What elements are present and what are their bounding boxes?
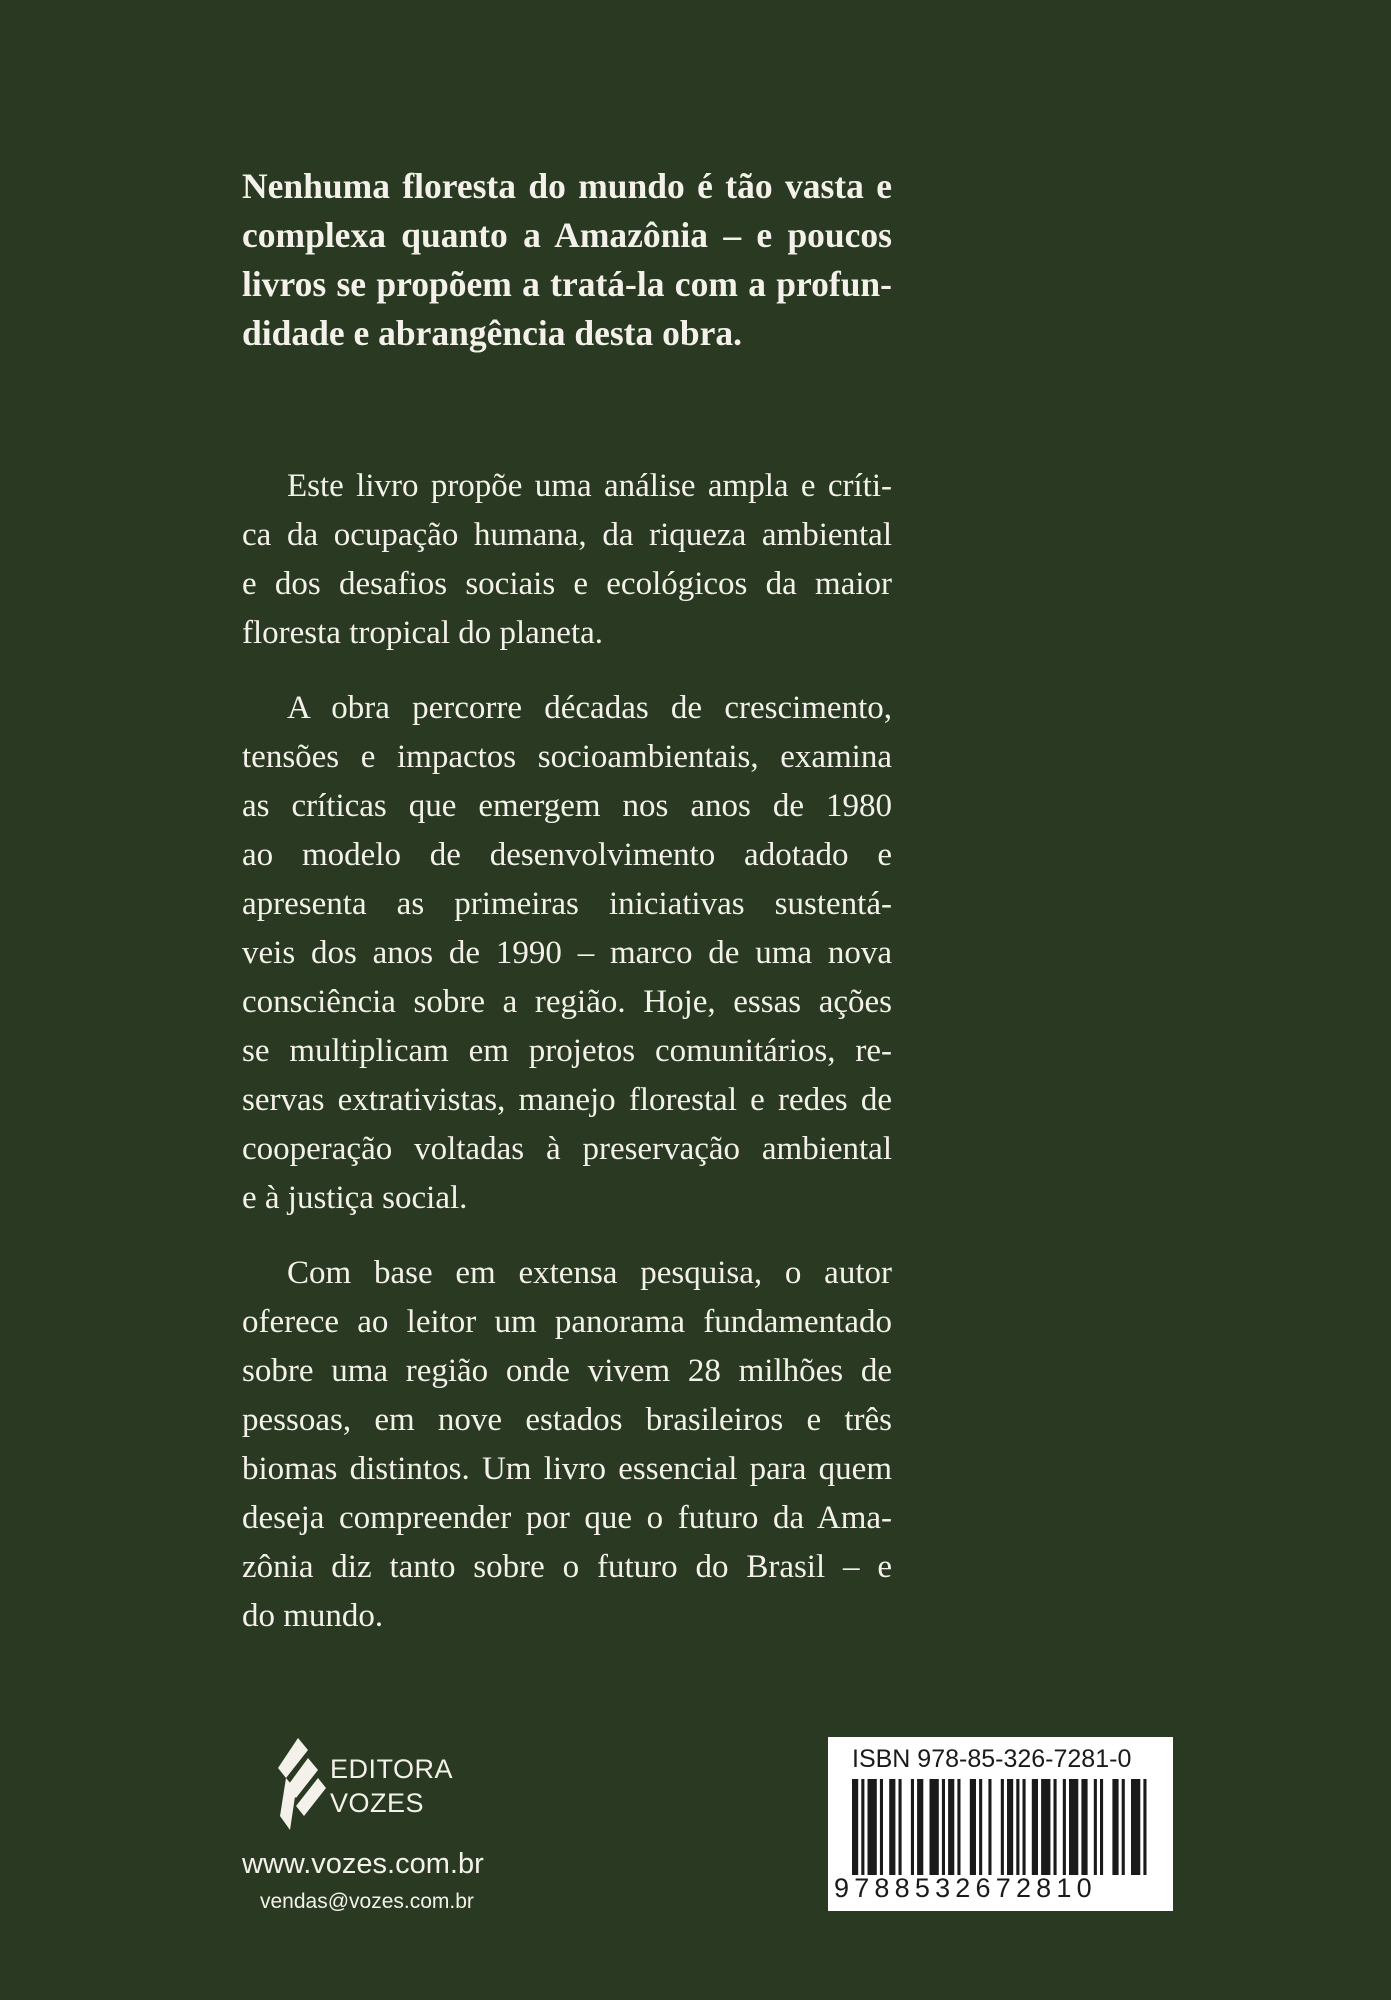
barcode-bar <box>988 1779 991 1875</box>
barcode-bar <box>1041 1779 1050 1875</box>
barcode-bar <box>948 1779 954 1875</box>
barcode-bar <box>1131 1779 1140 1875</box>
publisher-website[interactable]: www.vozes.com.br <box>242 1848 484 1880</box>
barcode-bars <box>850 1779 1150 1875</box>
body-paragraph-1 <box>242 462 892 658</box>
barcode-bar <box>1143 1779 1146 1875</box>
barcode-bar <box>852 1779 858 1875</box>
publisher-name-line-2: VOZES <box>330 1788 425 1818</box>
body-line: consciência sobre a região. Hoje, essas ações <box>242 984 892 1020</box>
barcode-bar <box>1001 1779 1004 1875</box>
barcode-bar <box>1112 1779 1118 1875</box>
body-text <box>242 462 892 1641</box>
lead-line: Nenhuma floresta do mundo é tão vasta e <box>242 166 892 206</box>
barcode-digits: 9788532672810 <box>834 1873 1097 1903</box>
body-line: ca da ocupação humana, da riqueza ambiental <box>242 517 892 553</box>
body-line: pessoas, em nove estados brasileiros e três <box>242 1402 892 1438</box>
barcode-bar <box>1081 1779 1087 1875</box>
barcode-bar <box>979 1779 982 1875</box>
body-line: biomas distintos. Um livro essencial para quem <box>242 1451 892 1487</box>
body-line: deseja compreender por que o futuro da Ama- <box>242 1500 892 1536</box>
body-line: sobre uma região onde vivem 28 milhões de <box>242 1353 892 1389</box>
barcode-bar <box>861 1779 864 1875</box>
lead-line: didade e abrangência desta obra. <box>242 313 742 353</box>
barcode-bar <box>1094 1779 1097 1875</box>
barcode-bar <box>942 1779 945 1875</box>
body-line: zônia diz tanto sobre o futuro do Brasil – e <box>242 1549 892 1585</box>
publisher-name <box>330 1752 453 1820</box>
publisher-logo <box>278 1738 508 1830</box>
barcode-bar <box>1032 1779 1038 1875</box>
barcode-bar <box>1016 1779 1019 1875</box>
body-line: veis dos anos de 1990 – marco de uma nova <box>242 935 892 971</box>
body-line: apresenta as primeiras iniciativas sustentá- <box>242 886 892 922</box>
body-line: floresta tropical do planeta. <box>242 615 604 651</box>
body-line: A obra percorre décadas de crescimento, <box>287 690 892 726</box>
body-line: Este livro propõe uma análise ampla e críti- <box>287 468 892 504</box>
body-line: e dos desafios sociais e ecológicos da maior <box>242 566 892 602</box>
publisher-name-line-1: EDITORA <box>330 1754 454 1784</box>
barcode-bar <box>889 1779 895 1875</box>
barcode-bar <box>970 1779 976 1875</box>
barcode-bar <box>957 1779 960 1875</box>
body-paragraph-2 <box>242 684 892 1223</box>
barcode-bar <box>917 1779 923 1875</box>
isbn-label: ISBN 978-85-326-7281-0 <box>852 1745 1132 1773</box>
barcode-bar <box>1122 1779 1125 1875</box>
barcode-bar <box>1023 1779 1026 1875</box>
body-line: ao modelo de desenvolvimento adotado e <box>242 837 892 873</box>
barcode-bar <box>880 1779 883 1875</box>
body-line: cooperação voltadas à preservação ambiental <box>242 1131 892 1167</box>
body-line: servas extrativistas, manejo florestal e redes de <box>242 1082 892 1118</box>
barcode-bar <box>1063 1779 1066 1875</box>
barcode <box>828 1737 1173 1911</box>
body-line: as críticas que emergem nos anos de 1980 <box>242 788 892 824</box>
body-line: do mundo. <box>242 1598 384 1634</box>
body-line: tensões e impactos socioambientais, examina <box>242 739 892 775</box>
lead-line: complexa quanto a Amazônia – e poucos <box>242 215 892 255</box>
body-line: e à justiça social. <box>242 1180 468 1216</box>
barcode-bar <box>1100 1779 1103 1875</box>
body-paragraph-3 <box>242 1249 892 1641</box>
publisher-email[interactable]: vendas@vozes.com.br <box>260 1890 474 1913</box>
barcode-bar <box>868 1779 877 1875</box>
body-line: Com base em extensa pesquisa, o autor <box>287 1255 892 1291</box>
vozes-logo-icon <box>278 1738 326 1830</box>
lead-paragraph <box>242 162 892 358</box>
body-line: se multiplicam em projetos comunitários, re- <box>242 1033 892 1069</box>
barcode-bar <box>911 1779 914 1875</box>
barcode-bar <box>1069 1779 1078 1875</box>
lead-line: livros se propõem a tratá-la com a profun- <box>242 264 892 304</box>
barcode-bar <box>899 1779 902 1875</box>
barcode-bar <box>1007 1779 1013 1875</box>
barcode-bar <box>1054 1779 1057 1875</box>
body-line: oferece ao leitor um panorama fundamentado <box>242 1304 892 1340</box>
barcode-bar <box>930 1779 939 1875</box>
